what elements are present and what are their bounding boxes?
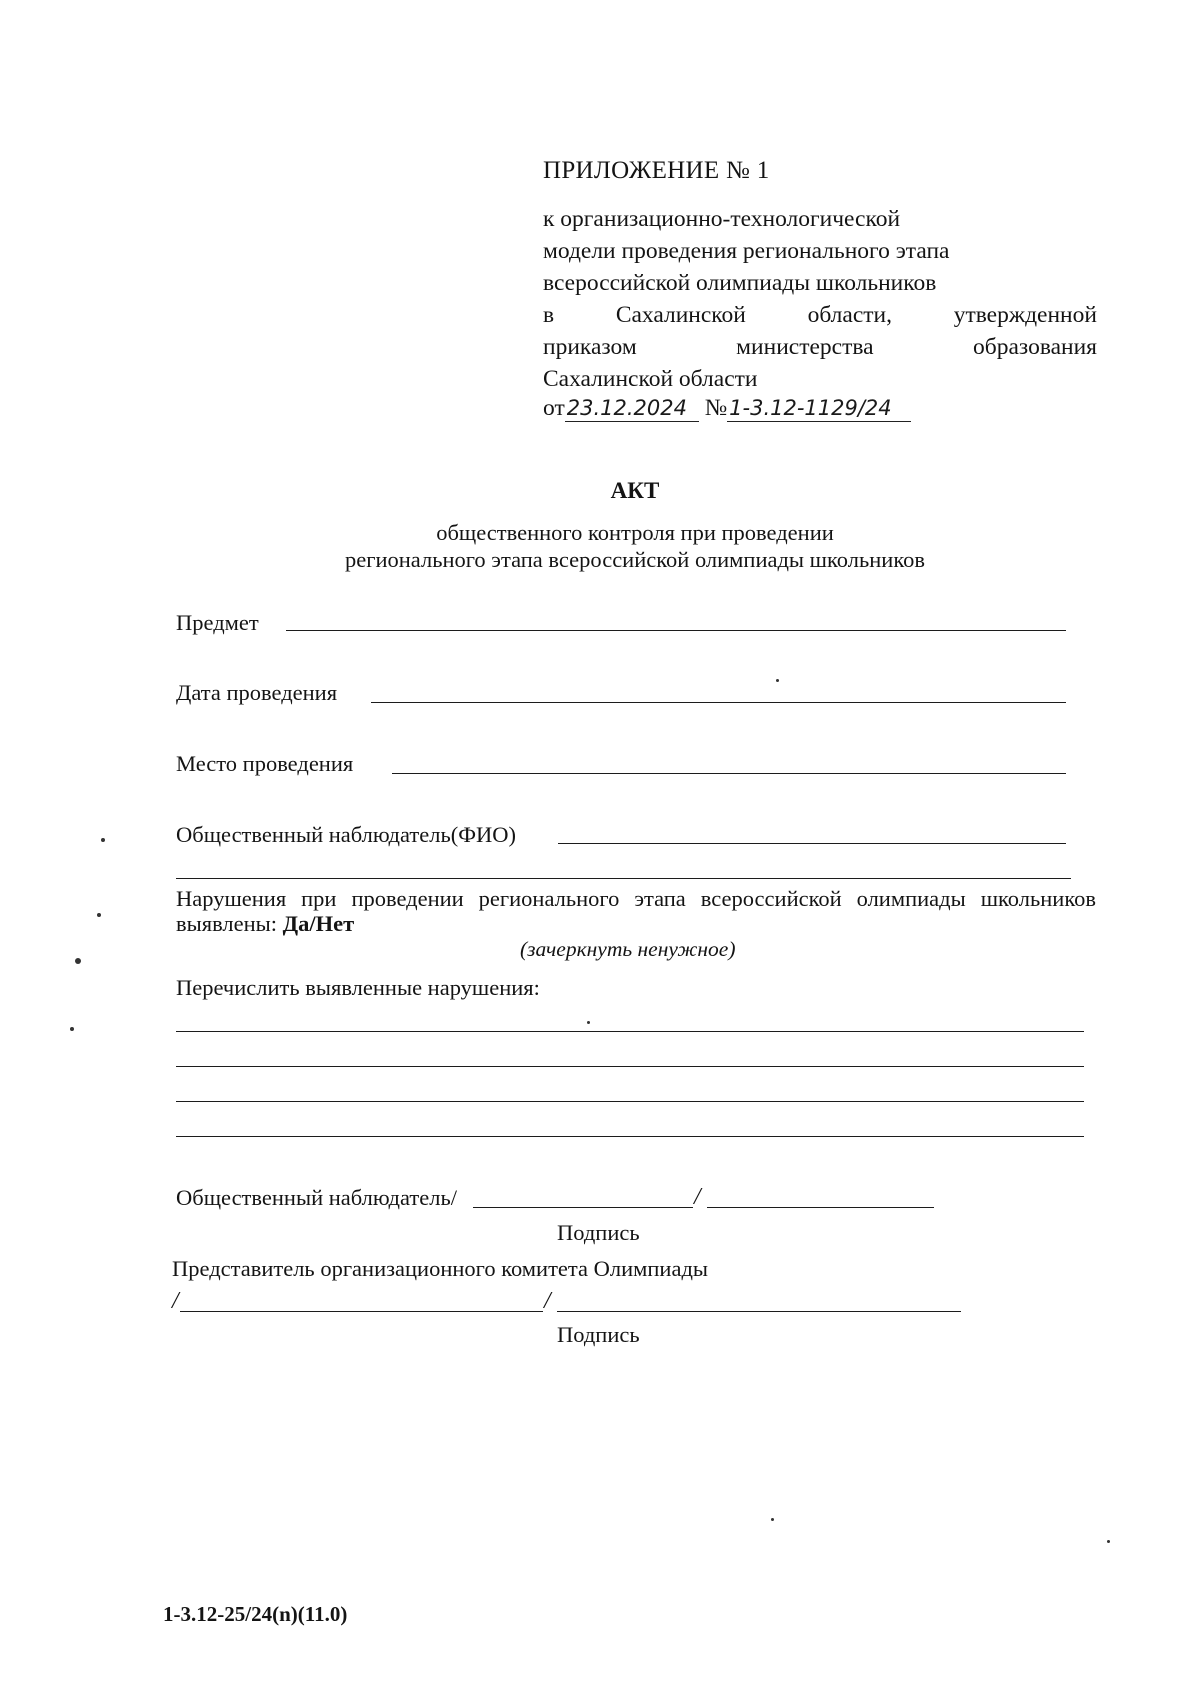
order-number-handwritten: 1-3.12-1129/24 <box>727 395 911 422</box>
scan-speck <box>97 913 101 917</box>
reference-word: области, <box>807 302 892 328</box>
violations-word: проведении <box>351 886 464 911</box>
violations-word: Нарушения <box>176 886 287 911</box>
date-input-line[interactable] <box>371 702 1066 703</box>
scan-speck <box>75 958 81 964</box>
scan-speck <box>1107 1540 1110 1543</box>
act-subtitle-line-1: общественного контроля при проведении <box>436 520 834 545</box>
violations-word: школьников <box>980 886 1096 911</box>
separator-slash: / <box>172 1288 179 1314</box>
act-title: АКТ <box>610 478 660 503</box>
yes-no-choice[interactable]: Да/Нет <box>282 911 355 936</box>
document-code: 1-3.12-25/24(n)(11.0) <box>163 1602 348 1626</box>
reference-line-2: модели проведения регионального этапа <box>543 238 950 264</box>
reference-word: образования <box>973 334 1097 360</box>
scan-speck <box>101 838 105 842</box>
observer-signature-caption: Подпись <box>557 1220 640 1245</box>
violations-word: всероссийской <box>700 886 842 911</box>
observer-signature-label: Общественный наблюдатель/ <box>176 1185 457 1210</box>
subject-label: Предмет <box>176 610 259 635</box>
violations-word: регионального <box>478 886 620 911</box>
place-label: Место проведения <box>176 751 354 776</box>
reference-line-5 <box>543 334 1097 361</box>
violations-line-2 <box>176 911 1096 936</box>
violations-statement <box>176 886 1096 936</box>
order-reference <box>543 395 911 422</box>
strike-out-note: (зачеркнуть ненужное) <box>520 937 736 961</box>
observer-signature-line[interactable] <box>473 1207 693 1208</box>
observer-name-input-line[interactable] <box>558 843 1066 844</box>
observer-label: Общественный наблюдатель(ФИО) <box>176 822 516 847</box>
subject-input-line[interactable] <box>286 630 1066 631</box>
violations-word: при <box>301 886 337 911</box>
violations-list-line-4[interactable] <box>176 1136 1084 1137</box>
separator-slash: / <box>544 1288 551 1314</box>
committee-signature-caption: Подпись <box>557 1322 640 1347</box>
order-number-sign: № <box>704 395 728 421</box>
violations-line-1 <box>176 886 1096 911</box>
violations-list-line-3[interactable] <box>176 1101 1084 1102</box>
scan-speck <box>771 1518 774 1521</box>
reference-word: в <box>543 302 555 328</box>
reference-line-3: всероссийской олимпиады школьников <box>543 270 937 296</box>
reference-word: утвержденной <box>953 302 1097 328</box>
place-input-line[interactable] <box>392 773 1066 774</box>
committee-signature-line[interactable] <box>180 1311 543 1312</box>
date-label: Дата проведения <box>176 680 338 705</box>
committee-representative-label: Представитель организационного комитета Олимпиады <box>172 1256 709 1281</box>
violations-list-line-2[interactable] <box>176 1066 1084 1067</box>
reference-line-1: к организационно-технологической <box>543 206 901 232</box>
committee-name-decryption-line[interactable] <box>557 1311 961 1312</box>
violations-word: олимпиады <box>856 886 966 911</box>
order-date-handwritten: 23.12.2024 <box>565 395 699 422</box>
observer-name-continuation-line[interactable] <box>176 878 1071 879</box>
violations-detected-label: выявлены: <box>176 911 278 936</box>
scan-speck <box>70 1027 74 1031</box>
reference-word: Сахалинской <box>615 302 746 328</box>
order-prefix: от <box>543 395 565 421</box>
observer-name-decryption-line[interactable] <box>707 1207 934 1208</box>
appendix-title: ПРИЛОЖЕНИЕ № 1 <box>543 157 770 184</box>
act-subtitle-line-2: регионального этапа всероссийской олимпиады школьников <box>345 547 925 572</box>
scan-speck <box>776 679 779 682</box>
separator-slash: / <box>694 1184 701 1210</box>
scan-speck <box>587 1021 590 1024</box>
violations-list-line-1[interactable] <box>176 1031 1084 1032</box>
reference-line-4 <box>543 302 1097 329</box>
reference-word: приказом <box>543 334 637 360</box>
reference-word: министерства <box>736 334 874 360</box>
reference-line-6: Сахалинской области <box>543 366 758 392</box>
violations-word: этапа <box>634 886 686 911</box>
violations-list-label: Перечислить выявленные нарушения: <box>176 975 540 1000</box>
